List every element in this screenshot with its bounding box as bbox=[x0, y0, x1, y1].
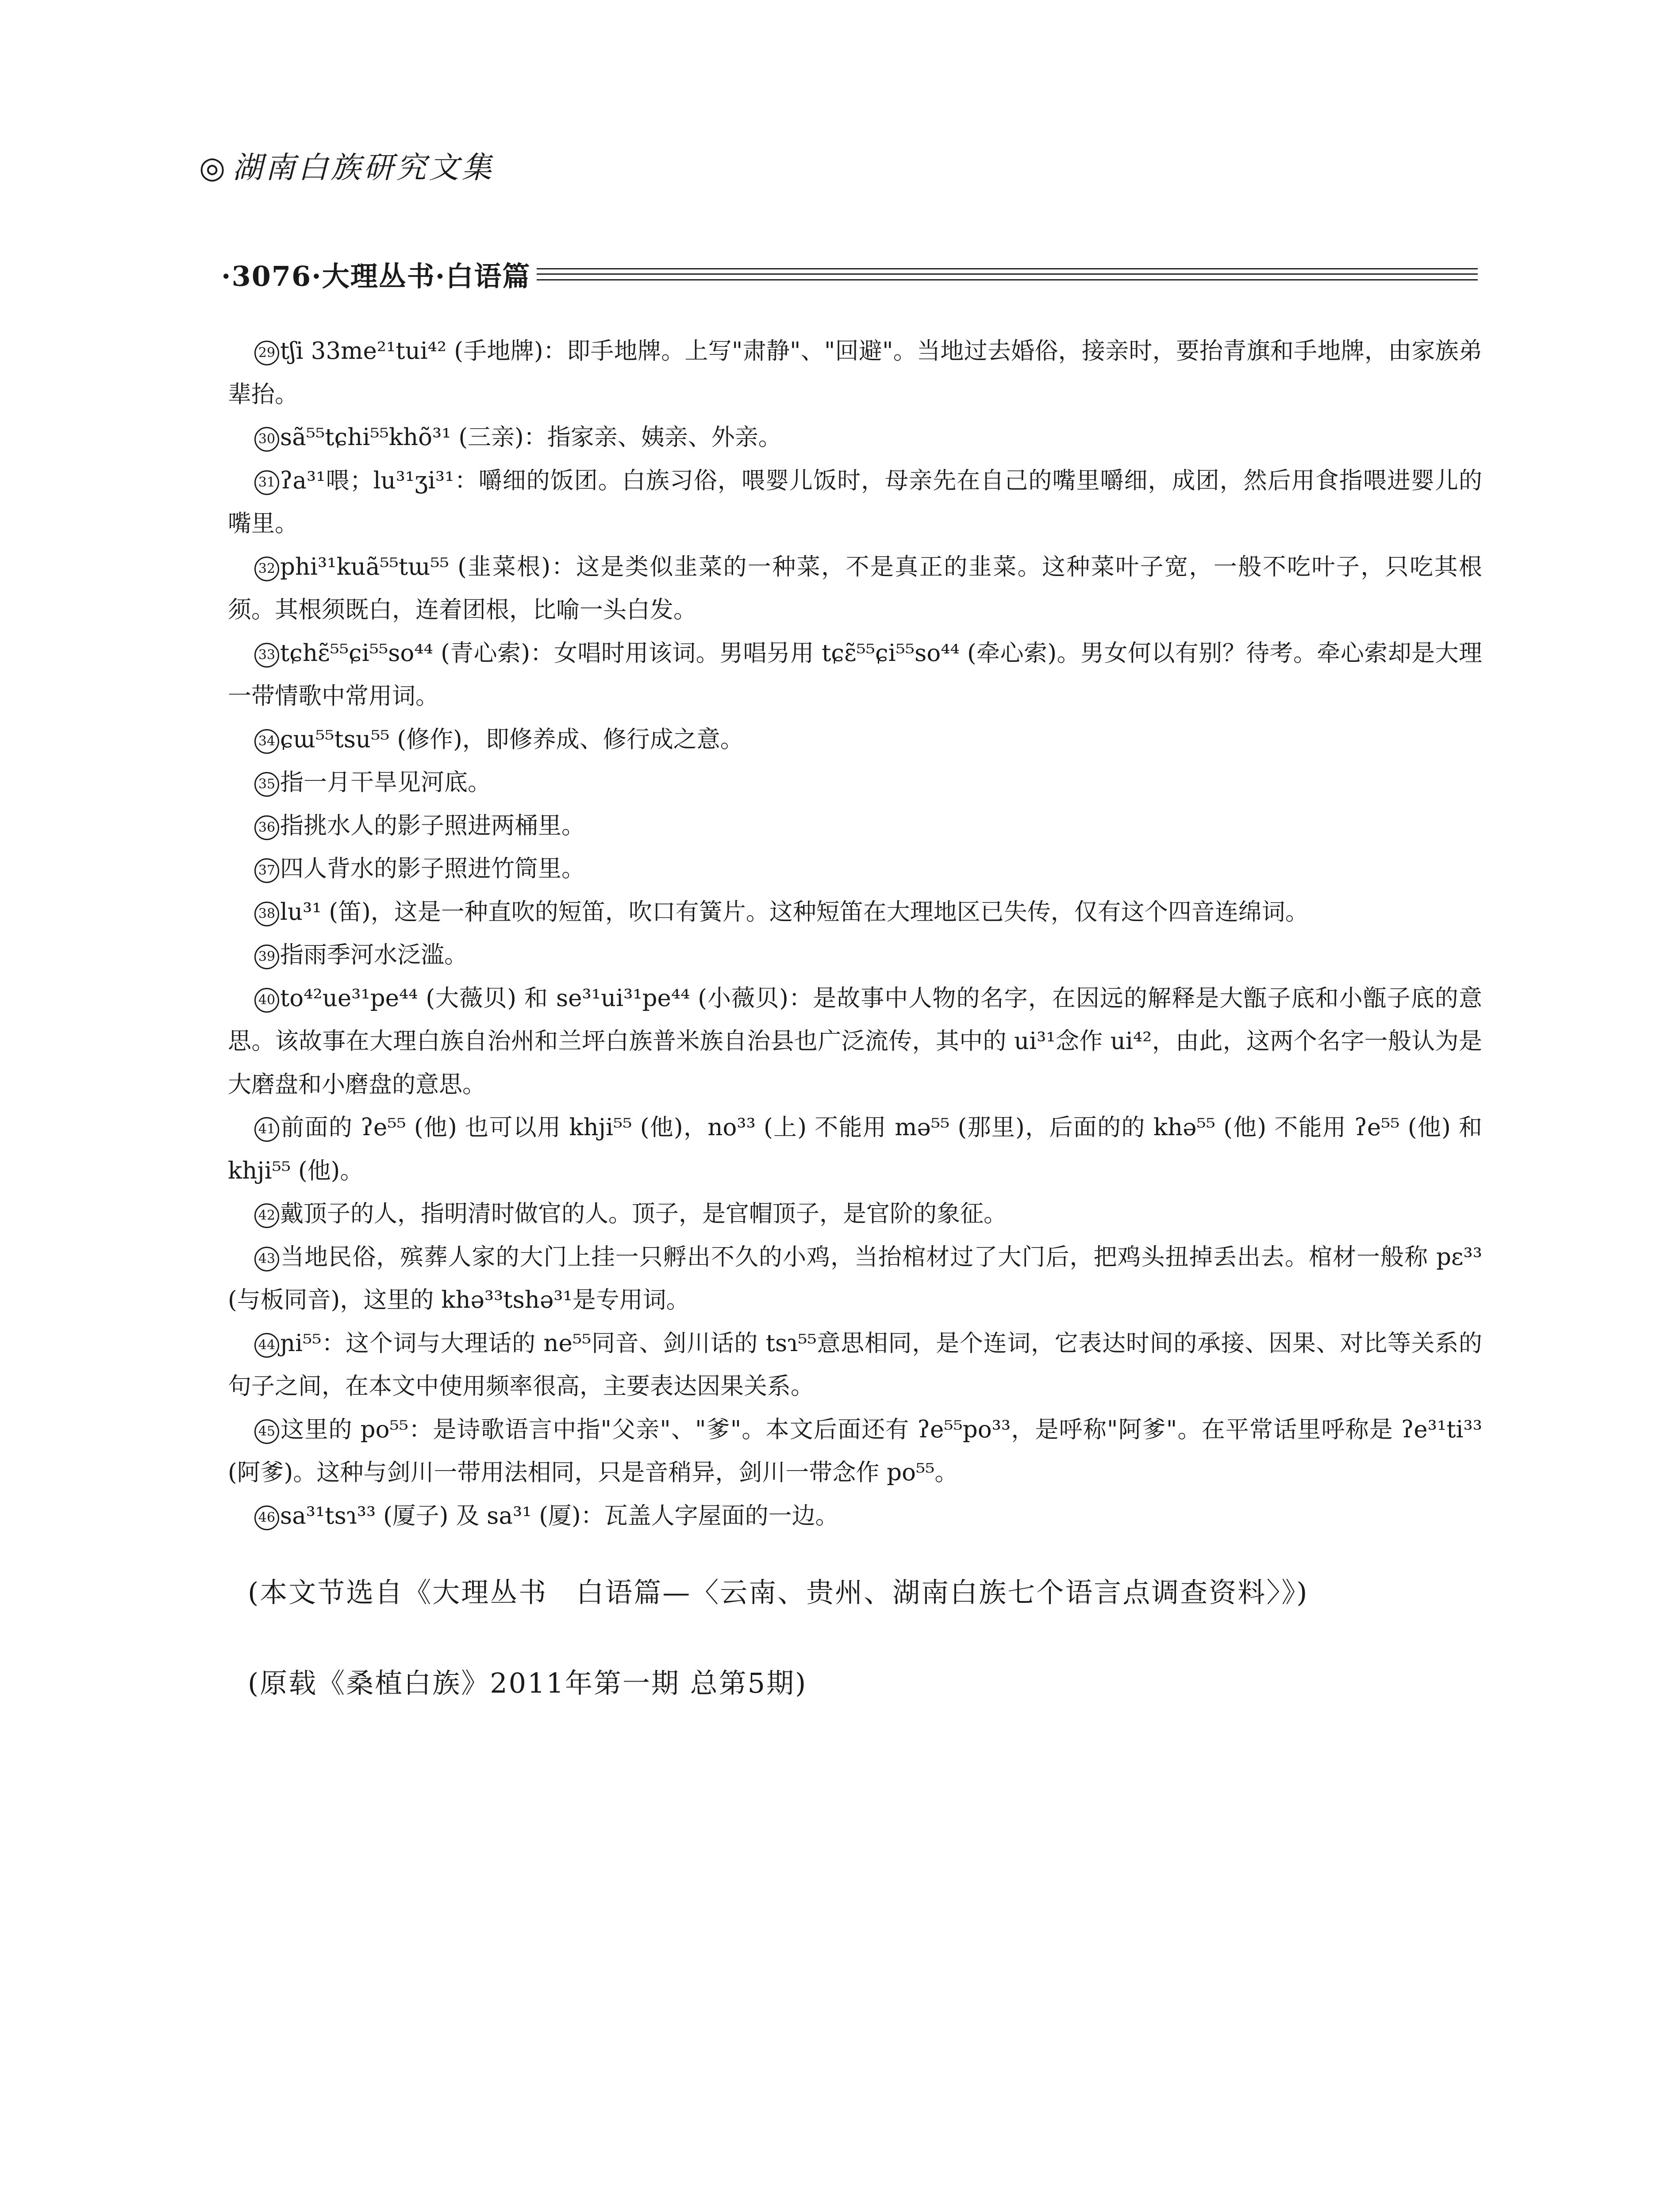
footnote-number-circle: 39 bbox=[254, 945, 279, 969]
source-note: (本文节选自《大理丛书 白语篇—〈云南、贵州、湖南白族七个语言点调查资料〉》) bbox=[248, 1576, 1309, 1609]
footnote-item bbox=[228, 804, 1482, 848]
footnote-item bbox=[228, 847, 1482, 891]
footnote-text: 指一月干旱见河底。 bbox=[280, 769, 491, 796]
footnote-number-circle: 29 bbox=[254, 341, 279, 365]
footnote-item bbox=[228, 933, 1482, 977]
footnote-text: phi³¹kuã⁵⁵tɯ⁵⁵ (韭菜根)：这是类似韭菜的一种菜，不是真正的韭菜。这种菜叶子宽，一般不吃叶子，只吃其根须。其根须既白，连着团根，比喻一头白发。 bbox=[228, 553, 1482, 623]
footnote-number bbox=[254, 933, 280, 977]
footnote-text: tɕhɛ̃⁵⁵ɕi⁵⁵so⁴⁴ (青心索)：女唱时用该词。男唱另用 tɕɛ̃⁵⁵ɕi⁵⁵so⁴⁴ (牵心索)。男女何以有别？待考。牵心索却是大理一带情歌中常用词。 bbox=[228, 639, 1482, 710]
footnote-number-circle: 38 bbox=[254, 902, 279, 926]
footnote-number-circle: 44 bbox=[254, 1333, 279, 1358]
section-header-label: ·3076·大理丛书·白语篇 bbox=[221, 260, 531, 292]
footnote-text: 指挑水人的影子照进两桶里。 bbox=[280, 812, 585, 839]
footnote-number bbox=[254, 545, 280, 589]
footnote-item bbox=[228, 977, 1482, 1106]
footnote-item bbox=[228, 330, 1482, 416]
footnote-number-circle: 43 bbox=[254, 1247, 279, 1271]
footnote-item bbox=[228, 761, 1482, 804]
footnote-text: 前面的 ʔe⁵⁵ (他) 也可以用 khji⁵⁵ (他)，no³³ (上) 不能用 mə⁵⁵ (那里)，后面的的 khə⁵⁵ (他) 不能用 ʔe⁵⁵ (他) 和 khji⁵⁵ (他)。 bbox=[228, 1114, 1482, 1184]
footnote-number bbox=[254, 330, 280, 373]
footnote-number bbox=[254, 718, 280, 761]
footnote-number-circle: 33 bbox=[254, 643, 279, 668]
footnote-text: ɲi⁵⁵：这个词与大理话的 ne⁵⁵同音、剑川话的 tsɿ⁵⁵意思相同，是个连词，它表达时间的承接、因果、对比等关系的句子之间，在本文中使用频率很高，主要表达因果关系。 bbox=[228, 1329, 1482, 1400]
footnote-number-circle: 37 bbox=[254, 858, 279, 883]
footnote-item bbox=[228, 1494, 1482, 1538]
book-title bbox=[199, 144, 494, 187]
footnote-number bbox=[254, 847, 280, 891]
footnote-number-circle: 46 bbox=[254, 1505, 279, 1530]
footnote-text: to⁴²ue³¹pe⁴⁴ (大薇贝) 和 se³¹ui³¹pe⁴⁴ (小薇贝)：是故事中人物的名字，在因远的解释是大甑子底和小甑子底的意思。该故事在大理白族自治州和兰坪白族普米族自治县也广泛流传，其中的 ui³¹念作 ui⁴²，由此，这两个名字一般认为是大磨盘和小磨盘的意思。 bbox=[228, 984, 1482, 1098]
footnote-number bbox=[254, 1408, 280, 1452]
footnote-item bbox=[228, 718, 1482, 761]
footnote-number-circle: 35 bbox=[254, 772, 279, 797]
footnote-number bbox=[254, 1236, 280, 1279]
footnote-text: 当地民俗，殡葬人家的大门上挂一只孵出不久的小鸡，当抬棺材过了大门后，把鸡头扭掉丢出去。棺材一般称 pɛ³³ (与板同音)，这里的 khə³³tshə³¹是专用词。 bbox=[228, 1243, 1482, 1313]
footnote-number bbox=[254, 459, 280, 503]
footnote-number-circle: 42 bbox=[254, 1203, 279, 1228]
footnote-item bbox=[228, 416, 1482, 459]
notes-list bbox=[228, 330, 1482, 1537]
footnote-number bbox=[254, 977, 280, 1020]
footnote-item bbox=[228, 1322, 1482, 1408]
footnote-number bbox=[254, 761, 280, 804]
footnote-item bbox=[228, 1106, 1482, 1192]
footnote-item bbox=[228, 1236, 1482, 1322]
footnote-item bbox=[228, 1192, 1482, 1236]
footnote-item bbox=[228, 891, 1482, 934]
original-publication-note: (原载《桑植白族》2011年第一期 总第5期) bbox=[248, 1667, 807, 1699]
footnote-number bbox=[254, 416, 280, 459]
footnote-text: lu³¹ (笛)，这是一种直吹的短笛，吹口有簧片。这种短笛在大理地区已失传，仅有这个四音连绵词。 bbox=[280, 898, 1309, 926]
footnote-number-circle: 40 bbox=[254, 988, 279, 1013]
book-title-mark: ◎ bbox=[199, 150, 228, 185]
book-title-text: 湖南白族研究文集 bbox=[232, 150, 495, 185]
footnote-text: sã⁵⁵tɕhi⁵⁵khõ³¹ (三亲)：指家亲、姨亲、外亲。 bbox=[280, 424, 782, 451]
footnote-text: 戴顶子的人，指明清时做官的人。顶子，是官帽顶子，是官阶的象征。 bbox=[280, 1200, 1007, 1227]
footnote-text: 指雨季河水泛滥。 bbox=[280, 941, 468, 968]
footnote-item bbox=[228, 545, 1482, 632]
footnote-number bbox=[254, 891, 280, 934]
footnote-text: ɕɯ⁵⁵tsu⁵⁵ (修作)，即修养成、修行成之意。 bbox=[280, 726, 744, 753]
footnote-text: tʃi 33me²¹tui⁴² (手地牌)：即手地牌。上写"肃静"、"回避"。当地过去婚俗，接亲时，要抬青旗和手地牌，由家族弟辈抬。 bbox=[228, 338, 1482, 408]
footnote-number-circle: 34 bbox=[254, 729, 279, 754]
footnote-number-circle: 36 bbox=[254, 815, 279, 840]
footnote-number-circle: 41 bbox=[254, 1117, 279, 1142]
footnote-number-circle: 31 bbox=[254, 470, 279, 495]
footnote-number bbox=[254, 632, 280, 675]
footnote-text: sa³¹tsɿ³³ (厦子) 及 sa³¹ (厦)：瓦盖人字屋面的一边。 bbox=[280, 1502, 839, 1529]
footnote-number-circle: 45 bbox=[254, 1419, 279, 1444]
footnote-number bbox=[254, 1192, 280, 1236]
footnote-item bbox=[228, 632, 1482, 718]
section-header-rule bbox=[537, 268, 1478, 280]
footnote-text: 四人背水的影子照进竹筒里。 bbox=[280, 855, 585, 882]
section-header bbox=[221, 254, 1478, 294]
footnote-number bbox=[254, 1106, 280, 1149]
footnote-text: 这里的 po⁵⁵：是诗歌语言中指"父亲"、"爹"。本文后面还有 ʔe⁵⁵po³³，是呼称"阿爹"。在平常话里呼称是 ʔe³¹ti³³ (阿爹)。这种与剑川一带用法相同，只是音稍异，剑川一带念作 po⁵⁵。 bbox=[228, 1416, 1482, 1486]
footnote-number bbox=[254, 804, 280, 848]
footnote-number-circle: 32 bbox=[254, 557, 279, 581]
footnote-number bbox=[254, 1494, 280, 1538]
footnote-item bbox=[228, 459, 1482, 545]
footnote-text: ʔa³¹喂；lu³¹ʒi³¹：嚼细的饭团。白族习俗，喂婴儿饭时，母亲先在自己的嘴里嚼细，成团，然后用食指喂进婴儿的嘴里。 bbox=[228, 467, 1482, 537]
footnote-number-circle: 30 bbox=[254, 427, 279, 452]
footnote-item bbox=[228, 1408, 1482, 1494]
footnote-number bbox=[254, 1322, 280, 1365]
